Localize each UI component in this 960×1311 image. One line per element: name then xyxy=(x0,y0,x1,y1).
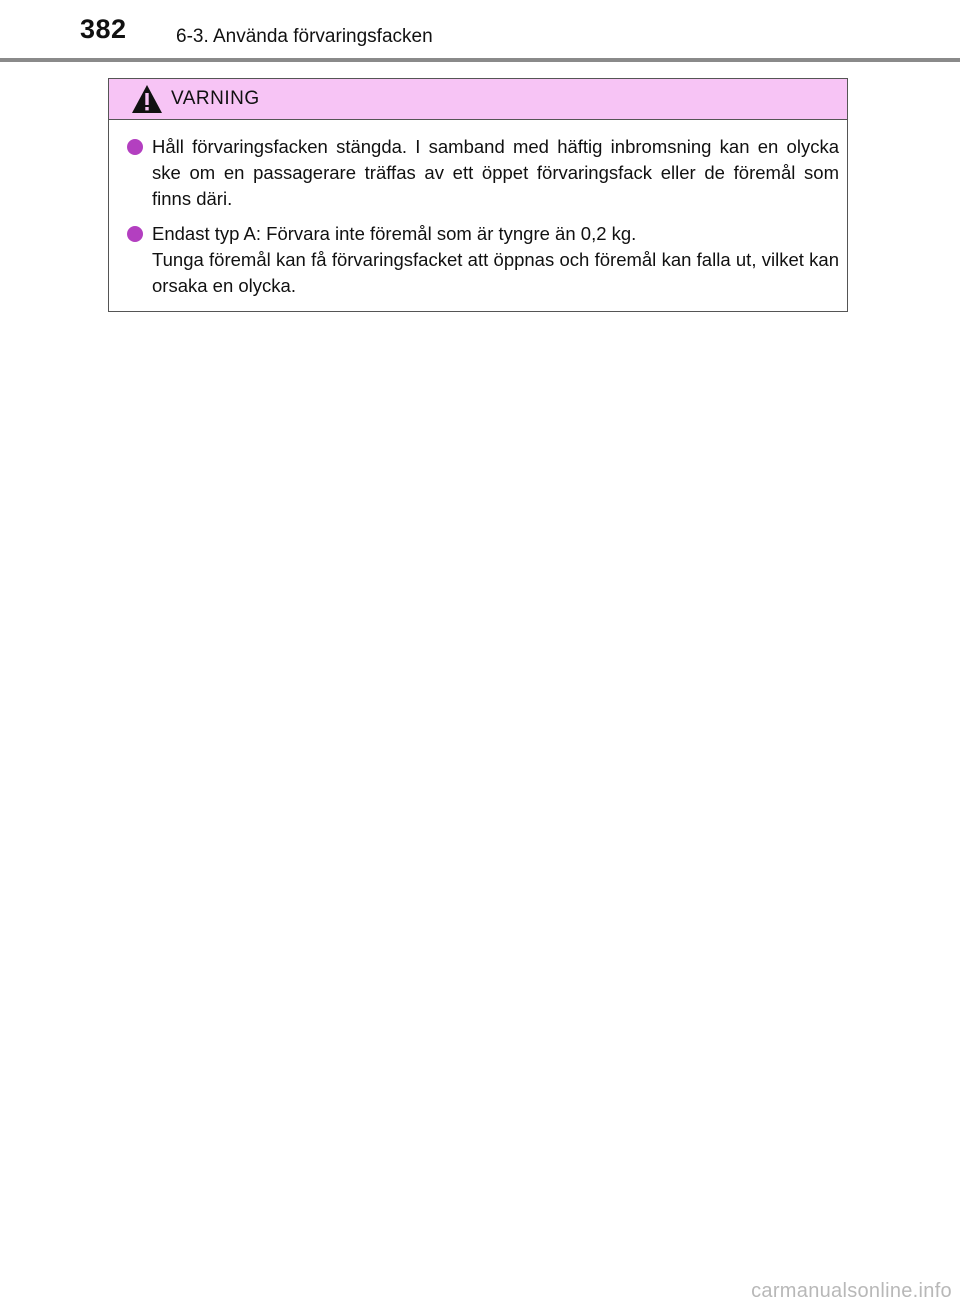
warning-label: VARNING xyxy=(171,88,260,109)
warning-item-text: Håll förvaringsfacken stängda. I samband med häftig inbromsning kan en olycka ske om en passagerare träffas av ett öppet förvaringsfack eller de föremål som finns däri. xyxy=(152,136,839,209)
warning-body xyxy=(109,120,847,299)
header-divider xyxy=(0,58,960,62)
page-header xyxy=(0,0,960,64)
warning-item xyxy=(127,134,839,212)
warning-box xyxy=(108,78,848,312)
warning-triangle-icon xyxy=(131,84,163,114)
warning-item-text-continued: Tunga föremål kan få förvaringsfacket att öppnas och föremål kan falla ut, vilket kan orsaka en olycka. xyxy=(152,249,839,296)
page-number: 382 xyxy=(80,14,127,44)
warning-header xyxy=(109,79,847,120)
watermark: carmanualsonline.info xyxy=(751,1280,952,1302)
section-title: 6-3. Använda förvaringsfacken xyxy=(176,26,433,47)
warning-item-text: Endast typ A: Förvara inte föremål som är tyngre än 0,2 kg. xyxy=(152,223,637,244)
bullet-icon xyxy=(127,139,143,155)
warning-item xyxy=(127,221,839,299)
bullet-icon xyxy=(127,226,143,242)
